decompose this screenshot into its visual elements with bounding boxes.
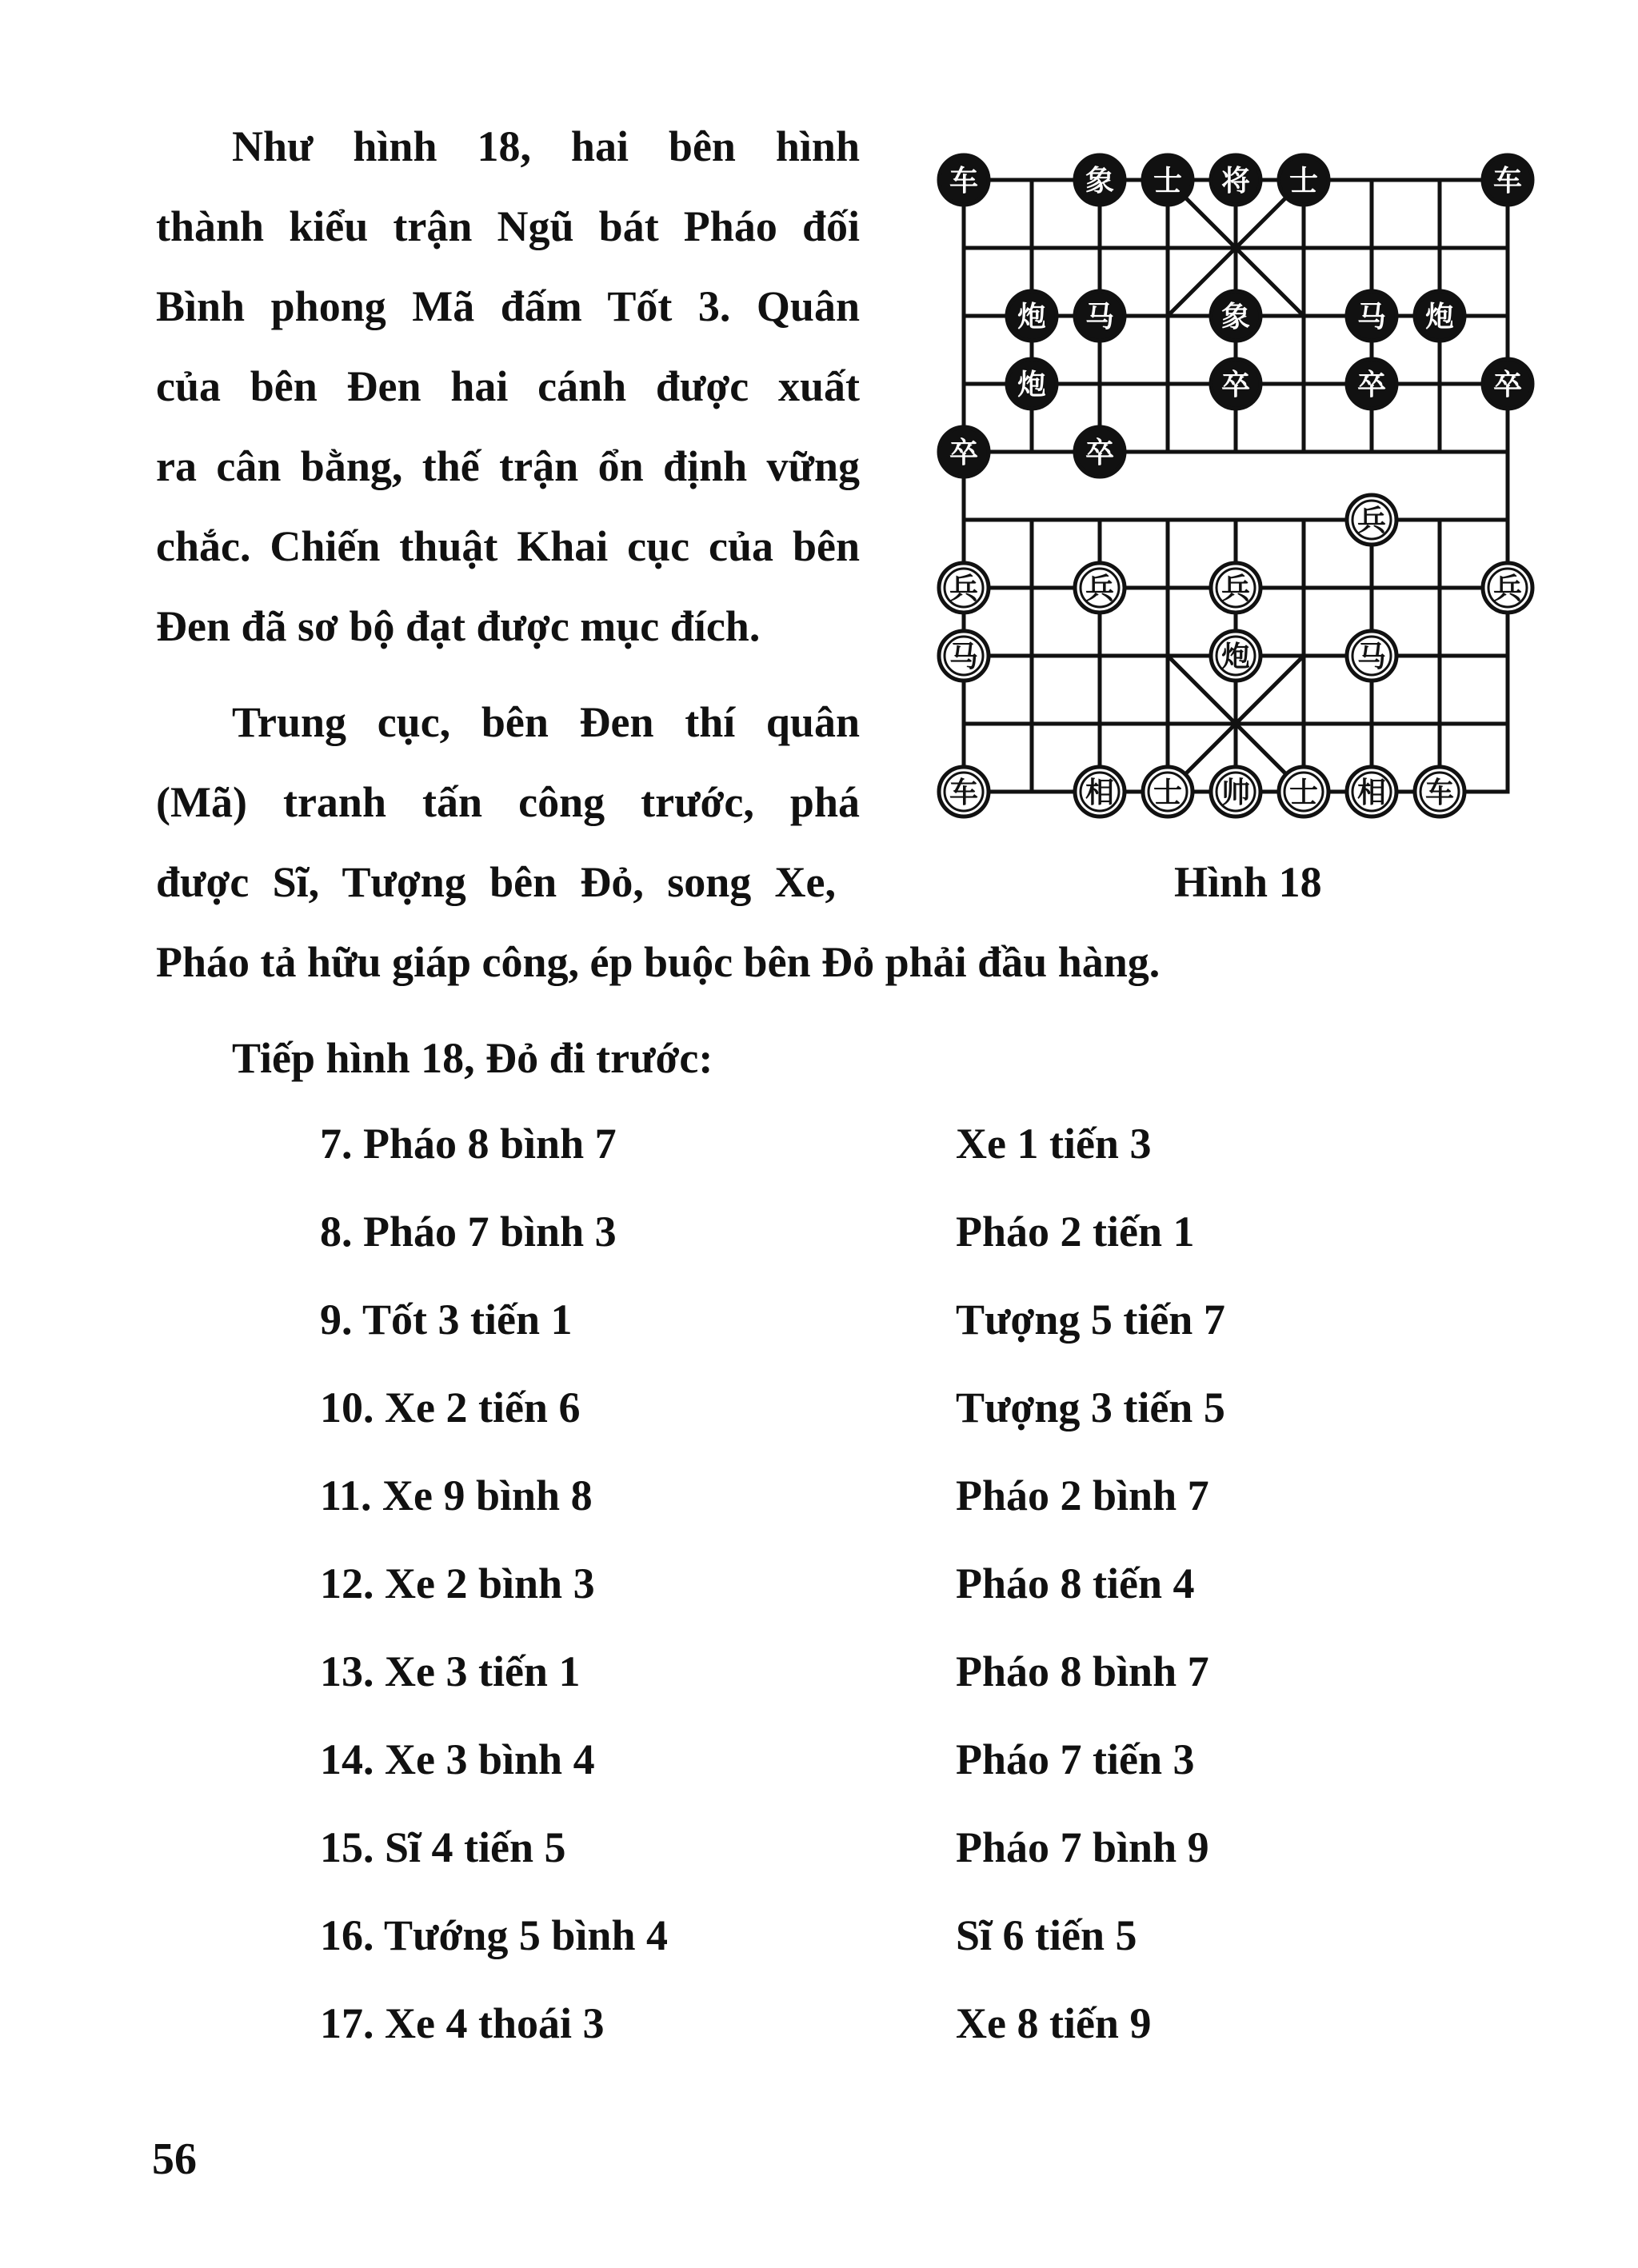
- middle-line: (Mã) tranh tấn công trước, phá: [156, 778, 860, 826]
- piece-glyph: 炮: [1221, 641, 1251, 673]
- intro-line: Như hình 18, hai bên hình: [232, 122, 860, 170]
- move-black: Pháo 8 bình 7: [956, 1647, 1209, 1695]
- piece-glyph: 卒: [1085, 437, 1115, 469]
- piece-glyph: 兵: [1356, 505, 1387, 537]
- piece-glyph: 马: [1085, 301, 1115, 333]
- middle-line: Pháo tả hữu giáp công, ép buộc bên Đỏ phải đầu hàng.: [156, 938, 1161, 986]
- piece-glyph: 车: [1492, 165, 1523, 198]
- piece-glyph: 象: [1221, 301, 1251, 333]
- piece-glyph: 兵: [949, 573, 979, 605]
- piece-glyph: 车: [949, 777, 979, 809]
- move-red: 11. Xe 9 bình 8: [320, 1471, 593, 1519]
- move-black: Pháo 7 bình 9: [956, 1823, 1209, 1871]
- piece-glyph: 象: [1085, 165, 1115, 198]
- piece-glyph: 将: [1221, 165, 1251, 198]
- piece-glyph: 卒: [949, 437, 979, 469]
- piece-glyph: 士: [1153, 777, 1183, 809]
- move-black: Xe 1 tiến 3: [956, 1120, 1152, 1168]
- xiangqi-board: [920, 144, 1523, 809]
- piece-glyph: 兵: [1221, 573, 1251, 605]
- move-black: Tượng 5 tiến 7: [956, 1296, 1225, 1344]
- intro-line: của bên Đen hai cánh được xuất: [156, 362, 860, 410]
- piece-glyph: 炮: [1017, 369, 1047, 401]
- move-black: Pháo 8 tiến 4: [956, 1559, 1195, 1607]
- piece-glyph: 炮: [1017, 301, 1047, 333]
- move-red: 8. Pháo 7 bình 3: [320, 1208, 617, 1256]
- move-red: 15. Sĩ 4 tiến 5: [320, 1823, 566, 1871]
- move-red: 7. Pháo 8 bình 7: [320, 1120, 617, 1168]
- move-black: Pháo 2 bình 7: [956, 1471, 1209, 1519]
- move-black: Pháo 2 tiến 1: [956, 1208, 1195, 1256]
- piece-glyph: 相: [1356, 777, 1387, 809]
- intro-line: Bình phong Mã đấm Tốt 3. Quân: [156, 282, 860, 330]
- move-red: 12. Xe 2 bình 3: [320, 1559, 595, 1607]
- move-red: 9. Tốt 3 tiến 1: [320, 1296, 573, 1344]
- move-red: 13. Xe 3 tiến 1: [320, 1647, 581, 1695]
- piece-glyph: 兵: [1492, 573, 1523, 605]
- intro-line: chắc. Chiến thuật Khai cục của bên: [156, 522, 860, 570]
- piece-glyph: 士: [1288, 777, 1319, 809]
- page-number: 56: [152, 2134, 197, 2184]
- move-black: Sĩ 6 tiến 5: [956, 1911, 1137, 1959]
- piece-glyph: 卒: [1356, 369, 1387, 401]
- move-black: Xe 8 tiến 9: [956, 1999, 1152, 2047]
- piece-glyph: 帅: [1221, 777, 1251, 809]
- middle-line: Trung cục, bên Đen thí quân: [232, 698, 860, 746]
- continuation-heading: Tiếp hình 18, Đỏ đi trước:: [232, 1034, 713, 1082]
- piece-glyph: 兵: [1085, 573, 1115, 605]
- move-red: 14. Xe 3 bình 4: [320, 1735, 595, 1783]
- piece-glyph: 卒: [1492, 369, 1523, 401]
- move-black: Pháo 7 tiến 3: [956, 1735, 1195, 1783]
- intro-line: thành kiểu trận Ngũ bát Pháo đối: [156, 202, 860, 250]
- piece-glyph: 炮: [1424, 301, 1455, 333]
- piece-glyph: 士: [1153, 165, 1183, 198]
- move-red: 16. Tướng 5 bình 4: [320, 1911, 668, 1959]
- intro-line: ra cân bằng, thế trận ổn định vững: [156, 442, 860, 490]
- move-red: 17. Xe 4 thoái 3: [320, 1999, 605, 2047]
- piece-glyph: 卒: [1221, 369, 1251, 401]
- middle-line: được Sĩ, Tượng bên Đỏ, song Xe,: [156, 858, 836, 906]
- move-red: 10. Xe 2 tiến 6: [320, 1384, 581, 1431]
- piece-glyph: 士: [1288, 165, 1319, 198]
- move-black: Tượng 3 tiến 5: [956, 1384, 1225, 1431]
- piece-glyph: 马: [1356, 641, 1387, 673]
- intro-line: Đen đã sơ bộ đạt được mục đích.: [156, 602, 761, 650]
- piece-glyph: 相: [1085, 777, 1115, 809]
- piece-glyph: 车: [949, 165, 979, 198]
- piece-glyph: 车: [1424, 777, 1455, 809]
- figure-caption: Hình 18: [1174, 858, 1322, 906]
- piece-glyph: 马: [949, 641, 979, 673]
- piece-glyph: 马: [1356, 301, 1387, 333]
